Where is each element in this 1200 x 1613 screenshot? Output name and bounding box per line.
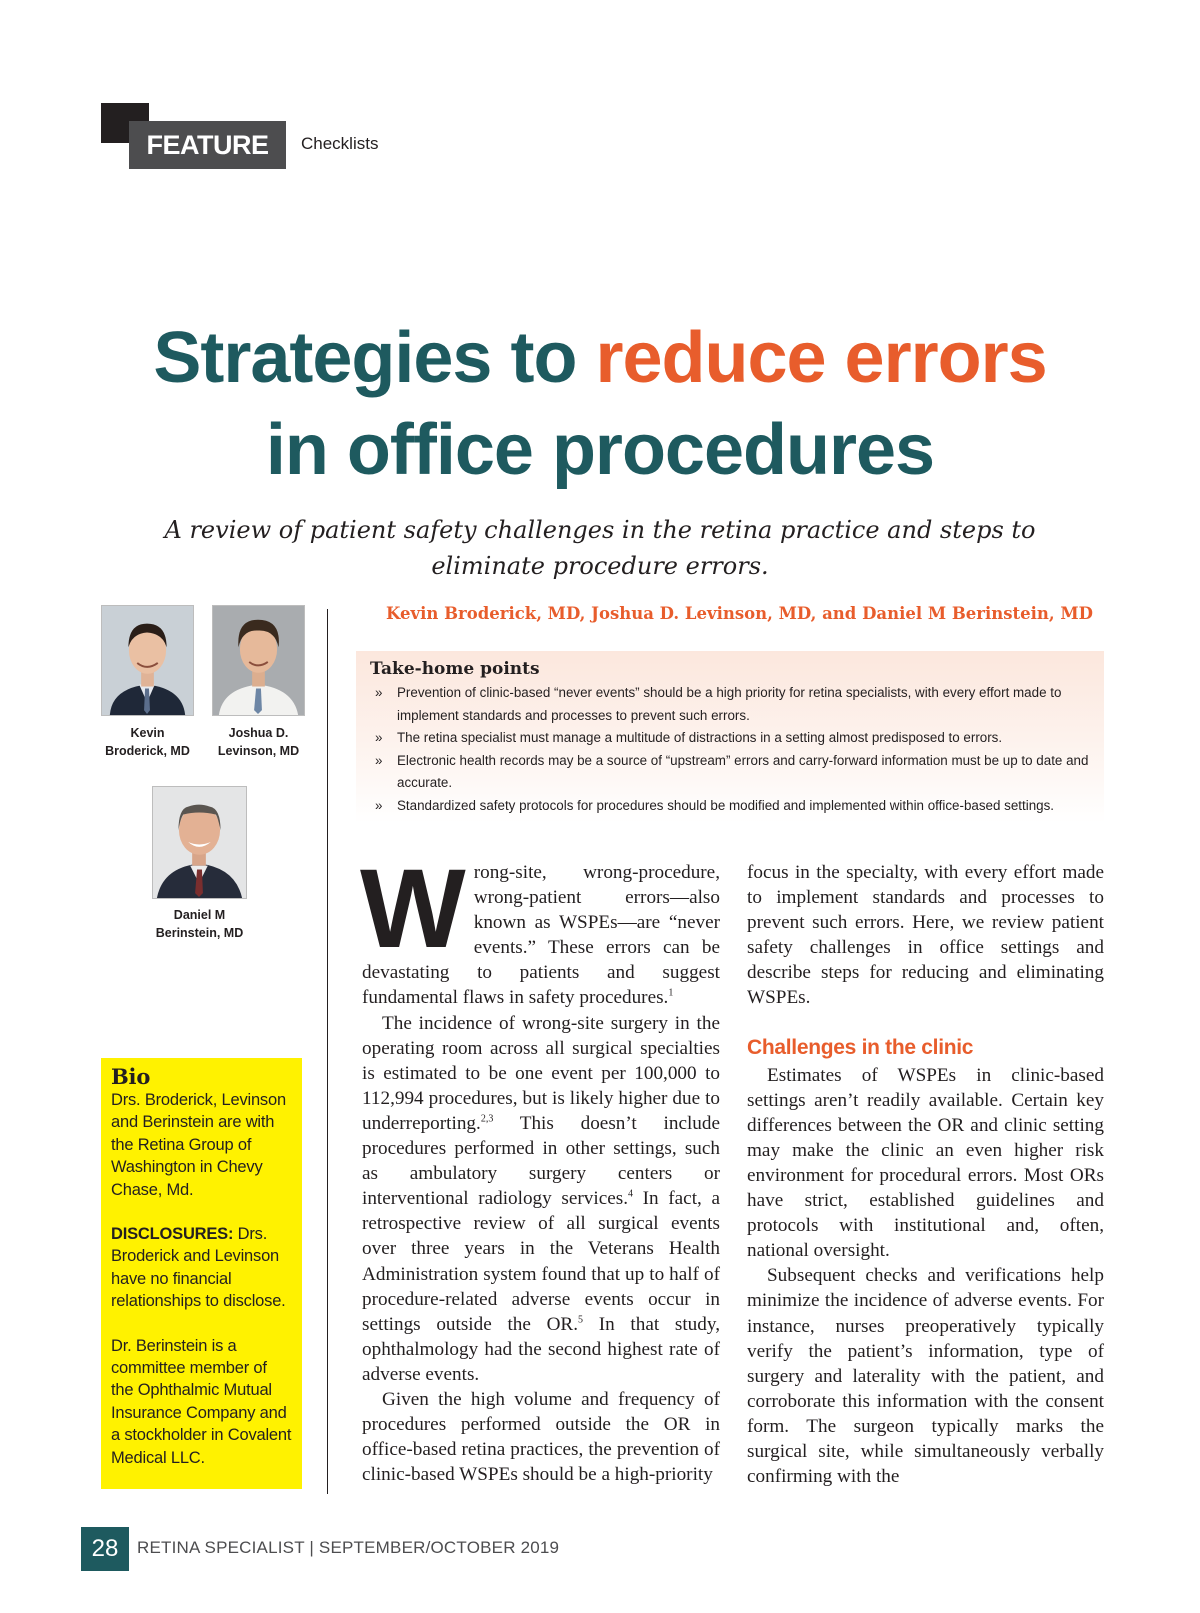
author-caption-line1: Kevin: [130, 726, 165, 740]
article-title: [60, 312, 1140, 496]
reference-marker: 1: [668, 988, 674, 1000]
takehome-point: [370, 682, 1092, 727]
author-photo-broderick: [101, 605, 194, 716]
article-subtitle: A review of patient safety challenges in the retina practice and steps to eliminate procedure errors.: [164, 516, 1036, 580]
column-divider: [327, 609, 328, 1494]
author-caption-line1: Daniel M: [173, 908, 226, 922]
disclosures-text: Drs. Broderick and Levinson have no financial relationships to disclose.: [111, 1225, 286, 1311]
reference-marker: 5: [578, 1314, 584, 1326]
bio-text: Drs. Broderick, Levinson and Berinstein are with the Retina Group of Washington in Chevy Chase, Md.: [111, 1091, 286, 1199]
paragraph-text: This doesn’t include procedures performed in other settings, such as ambulatory surgery centers or interventional radiology services.: [362, 1112, 720, 1210]
bio-disclosures: [111, 1223, 292, 1313]
bullet-icon: »: [375, 685, 383, 700]
author-caption-broderick: [101, 724, 194, 760]
article-column-2: [747, 860, 1104, 1489]
takehome-point-text: Prevention of clinic-based “never events” should be a high priority for retina specialists, with every effort made to implement standards and processes to prevent such errors.: [397, 685, 1062, 723]
author-caption-line1: Joshua D.: [228, 726, 289, 740]
takehome-point: [370, 750, 1092, 795]
takehome-box: [356, 651, 1104, 823]
bio-heading: Bio: [111, 1064, 151, 1089]
takehome-point-text: Standardized safety protocols for procedures should be modified and implemented within office-based settings.: [397, 797, 1055, 813]
section-topic: Checklists: [301, 134, 379, 153]
section-badge: FEATURE: [129, 121, 286, 169]
article-paragraph: Given the high volume and frequency of procedures performed outside the OR in office-based retina practices, the prevention of clinic-based WSPEs should be a high-priority: [362, 1388, 720, 1486]
takehome-point-text: The retina specialist must manage a multitude of distractions in a setting almost predisposed to errors.: [397, 730, 1003, 745]
author-caption-line2: Levinson, MD: [217, 744, 300, 758]
takehome-point: [370, 795, 1092, 818]
author-caption-levinson: [212, 724, 305, 760]
takehome-point: [370, 727, 1092, 750]
column-continuation-spacer: focus in the specialty, with every effort made to implement standards and processes to prevent such errors. Here, we review patient safety challenges in office settings and describe steps for reducing and eliminating WSPEs.: [747, 862, 1104, 1009]
bio-box: [101, 1058, 302, 1489]
disclosures-label: DISCLOSURES:: [111, 1225, 234, 1244]
article-paragraph: [362, 1011, 720, 1387]
author-caption-line2: Broderick, MD: [105, 744, 190, 758]
paragraph-text: In that study, ophthalmology had the second highest rate of adverse events.: [362, 1313, 720, 1385]
author-photo-levinson: [212, 605, 305, 716]
takehome-heading: Take-home points: [370, 659, 540, 679]
section-heading: Challenges in the clinic: [747, 1035, 974, 1059]
title-highlight: reduce errors: [595, 318, 1047, 398]
reference-marker: 4: [628, 1188, 633, 1200]
article-paragraph: Estimates of WSPEs in clinic-based settings aren’t readily available. Certain key differences between the OR and clinic setting may make the clinic an even higher risk environment for procedural errors. Most ORs have strict, established guidelines and protocols with institutional and, often, national oversight.: [747, 1064, 1104, 1262]
title-part1: Strategies to: [153, 318, 596, 398]
publication-footer: RETINA SPECIALIST | SEPTEMBER/OCTOBER 2019: [137, 1538, 560, 1557]
page-number: 28: [81, 1527, 129, 1571]
drop-cap: W: [360, 846, 466, 971]
paragraph-text: In fact, a retrospective review of all surgical events over three years in the Veterans Health Administration system found that up to half of procedure-related adverse events occur in settings outside the OR.: [362, 1188, 720, 1335]
paragraph-text: The incidence of wrong-site surgery in the operating room across all surgical specialties is estimated to be one event per 100,000 to 112,994 procedures, but is likely higher due to underreporting.: [362, 1012, 720, 1134]
bullet-icon: »: [375, 730, 383, 745]
takehome-point-text: Electronic health records may be a source of “upstream” errors and carry-forward information must be up to date and accurate.: [397, 752, 1089, 790]
bullet-icon: »: [375, 752, 383, 768]
author-caption-berinstein: [152, 906, 247, 942]
bullet-icon: »: [375, 797, 383, 813]
takehome-list: [370, 682, 1092, 817]
article-column-1: [360, 846, 720, 1487]
reference-marker: 2,3: [480, 1113, 494, 1125]
article-paragraph: Subsequent checks and verifications help minimize the incidence of adverse events. For instance, nurses preoperatively typically verify the patient’s information, type of surgery and laterality with the patient, and corroborate this information with the consent form. The surgeon typically marks the surgical site, while simultaneously verbally confirming with the: [747, 1265, 1104, 1488]
title-line2: in office procedures: [265, 410, 935, 490]
article-paragraph: [360, 846, 720, 1011]
byline: Kevin Broderick, MD, Joshua D. Levinson, MD, and Daniel M Berinstein, MD: [386, 604, 1093, 623]
paragraph-text: rong-site, wrong-procedure, wrong-patient errors—also known as WSPEs—are “never events.” These errors can be devastating to patients and suggest fundamental flaws in safety procedures.: [362, 862, 720, 1009]
author-photo-berinstein: [152, 786, 247, 899]
bio-berinstein: Dr. Berinstein is a committee member of the Ophthalmic Mutual Insurance Company and a stockholder in Covalent Medical LLC.: [111, 1336, 292, 1467]
author-caption-line2: Berinstein, MD: [155, 926, 244, 940]
